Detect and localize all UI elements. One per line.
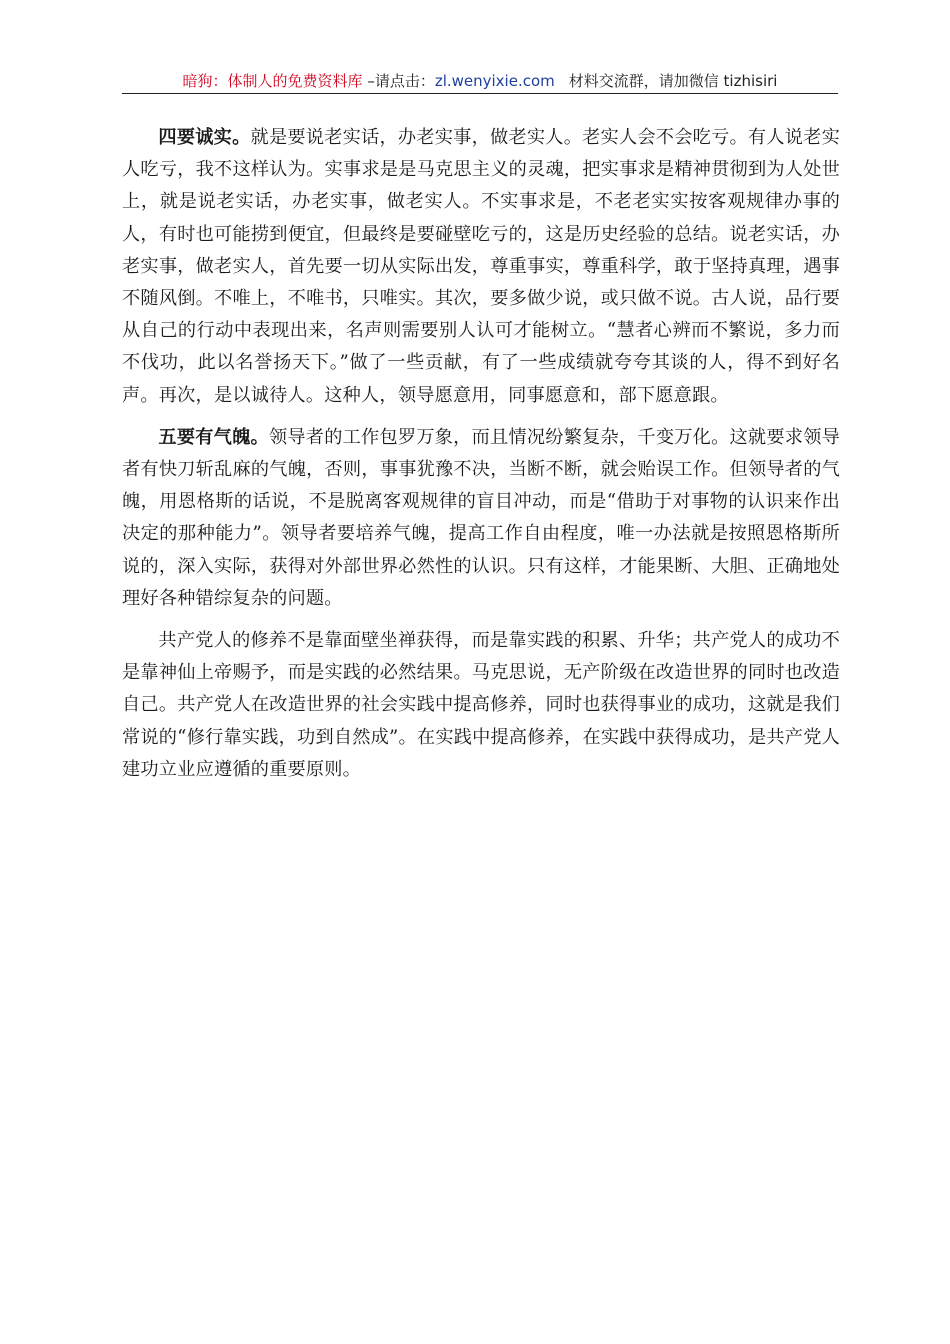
header-divider xyxy=(122,93,838,94)
page-header xyxy=(122,70,838,94)
paragraph-boldness xyxy=(122,422,840,615)
paragraph-lead: 五要有气魄。 xyxy=(158,426,269,448)
paragraph-text: 就是要说老实话，办老实事，做老实人。老实人会不会吃亏。有人说老实人吃亏，我不这样认为。实事求是是马克思主义的灵魂，把实事求是精神贯彻到为人处世上，就是说老实话，办老实事，做老实人。不实事求是，不老老实实按客观规律办事的人，有时也可能捞到便宜，但最终是要碰壁吃亏的，这是历史经验的总结。说老实话，办老实事，做老实人，首先要一切从实际出发，尊重事实，尊重科学，敢于坚持真理，遇事不随风倒。不唯上，不唯书，只唯实。其次，要多做少说，或只做不说。古人说，品行要从自己的行动中表现出来，名声则需要别人认可才能树立。“慧者心辨而不繁说，多力而不伐功，此以名誉扬天下。”做了一些贡献，有了一些成绩就夸夸其谈的人，得不到好名声。再次，是以诚待人。这种人，领导愿意用，同事愿意和，部下愿意跟。 xyxy=(122,127,840,406)
paragraph-text: 领导者的工作包罗万象，而且情况纷繁复杂，千变万化。这就要求领导者有快刀斩乱麻的气魄，否则，事事犹豫不决，当断不断，就会贻误工作。但领导者的气魄，用恩格斯的话说，不是脱离客观规律的盲目冲动，而是“借助于对事物的认识来作出决定的那种能力”。领导者要培养气魄，提高工作自由程度，唯一办法就是按照恩格斯所说的，深入实际，获得对外部世界必然性的认识。只有这样，才能果断、大胆、正确地处理好各种错综复杂的问题。 xyxy=(122,426,841,609)
header-url-link[interactable]: zl.wenyixie.com xyxy=(434,72,555,90)
header-click-prompt: –请点击： xyxy=(362,72,435,90)
paragraph-text: 共产党人的修养不是靠面壁坐禅获得，而是靠实践的积累、升华；共产党人的成功不是靠神仙上帝赐予，而是实践的必然结果。马克思说，无产阶级在改造世界的同时也改造自己。共产党人在改造世界的社会实践中提高修养，同时也获得事业的成功，这就是我们常说的“修行靠实践，功到自然成”。在实践中提高修养，在实践中获得成功，是共产党人建功立业应遵循的重要原则。 xyxy=(122,630,840,780)
paragraph-conclusion xyxy=(122,625,840,786)
paragraph-lead: 四要诚实。 xyxy=(158,127,251,148)
header-site-name: 暗狗：体制人的免费资料库 xyxy=(182,72,363,90)
header-wechat-note: 材料交流群，请加微信 tizhisiri xyxy=(568,72,778,90)
document-body xyxy=(122,122,840,796)
paragraph-honesty xyxy=(122,122,840,412)
